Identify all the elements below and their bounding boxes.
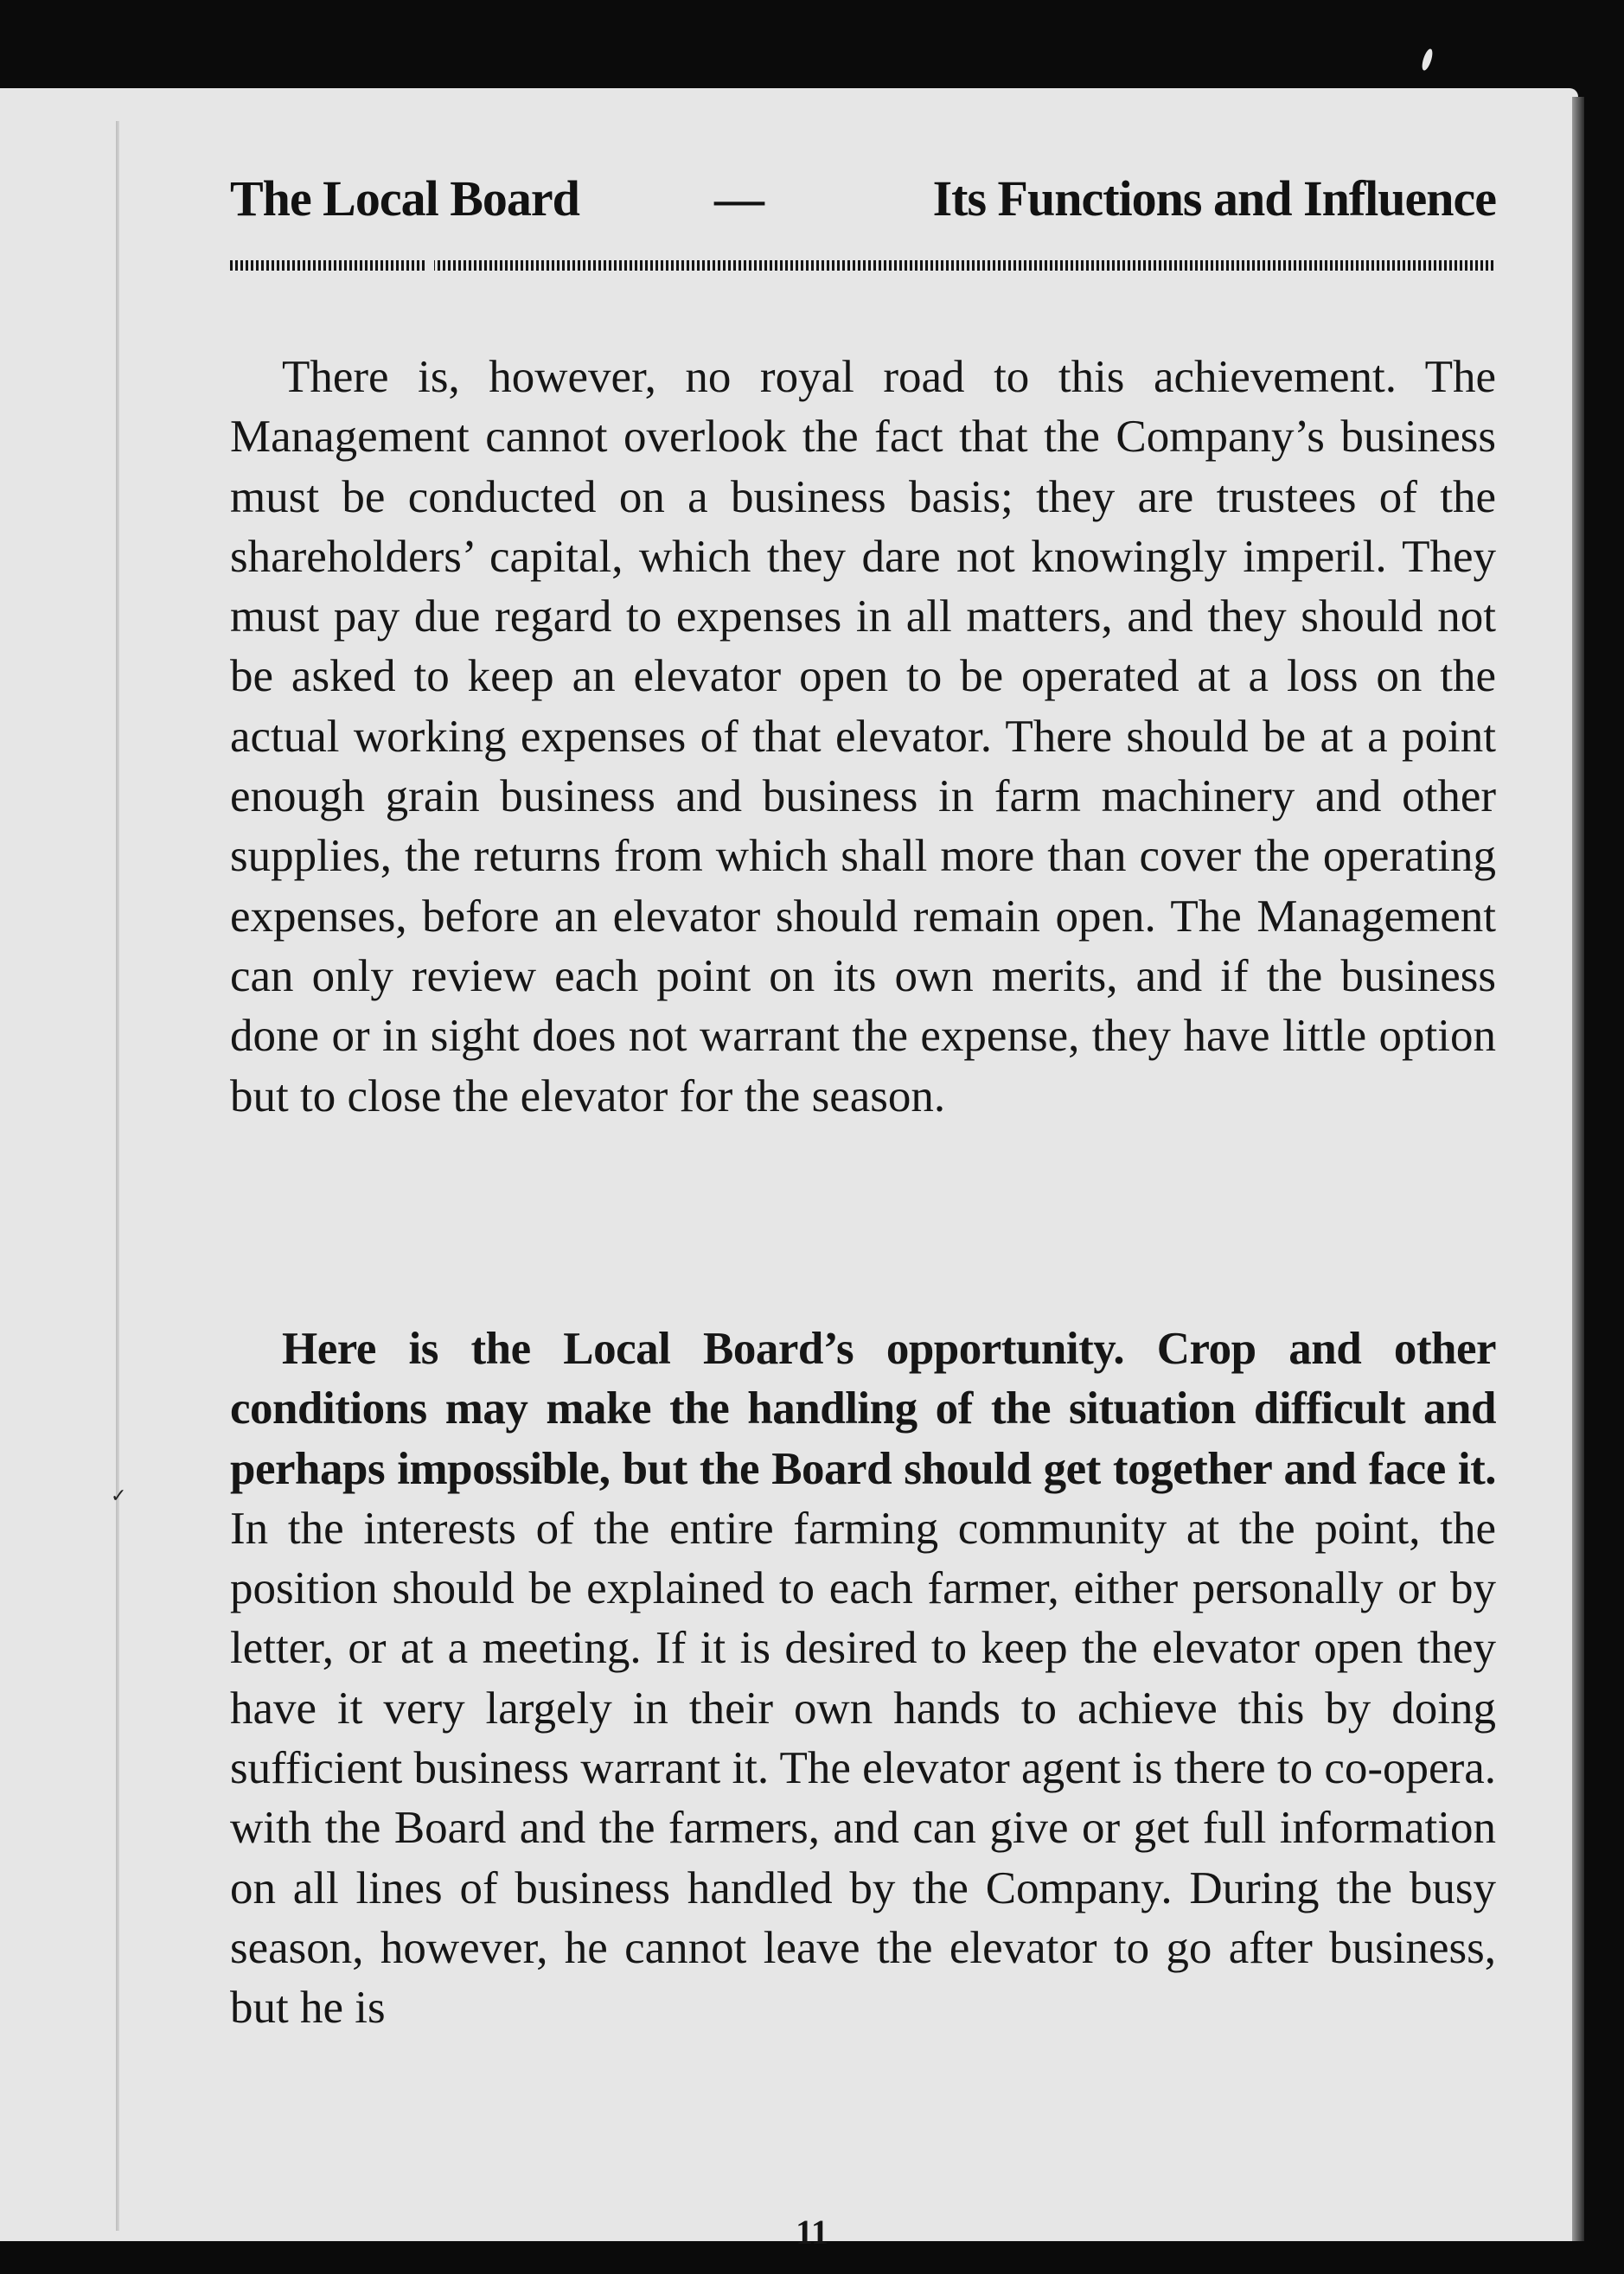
running-head-subtitle: Its Functions and Influence — [932, 170, 1496, 227]
page-edge-shadow — [1572, 97, 1584, 2241]
ink-speck — [1420, 48, 1435, 72]
paragraph-2-bold-lead: Here is the Local Board’s opportunity. Crop and other conditions may make the handling of the situation difficult and perhaps impossible, but the Board should get together and face it. — [230, 1324, 1496, 1494]
running-head — [230, 169, 1496, 239]
paragraph-1: There is, however, no royal road to this achievement. The Management cannot overlook the fact that the Company’s business must be conducted on a business basis; they are trustees of the shareholders’ capital, which they dare not knowingly imperil. They must pay due regard to expenses in all matters, and they should not be asked to keep an elevator open to be operated at a loss on the actual working expenses of that elevator. There should be at a point enough grain business and business in farm machinery and other supplies, the returns from which shall more than cover the operating expenses, before an elevator should remain open. The Management can only review each point on its own merits, and if the business done or in sight does not warrant the expense, they have little option but to close the elevator for the season. — [230, 352, 1496, 1121]
paragraph-2-continuation: In the interests of the entire farming community at the point, the position should be explained to each farmer, either personally or by letter, or at a meeting. If it is desired to keep the elevator open they have it very largely in their own hands to achieve this by doing sufficient business warrant it. The elevator agent is there to co-opera. with the Board and the farmers, and can give or get full information on all lines of business handled by the Company. During the busy season, however, he cannot leave the elevator to go after business, but he is — [230, 1503, 1496, 2034]
running-head-title: The Local Board — [230, 170, 579, 227]
page-number: 11 — [796, 2213, 828, 2252]
rule-gap — [425, 260, 434, 271]
margin-mark: ✓ — [111, 1485, 127, 1507]
paragraph-2 — [230, 1319, 1496, 2039]
running-head-dash: — — [714, 170, 764, 227]
binding-gutter — [116, 121, 119, 2231]
ornamental-rule — [230, 260, 1496, 271]
